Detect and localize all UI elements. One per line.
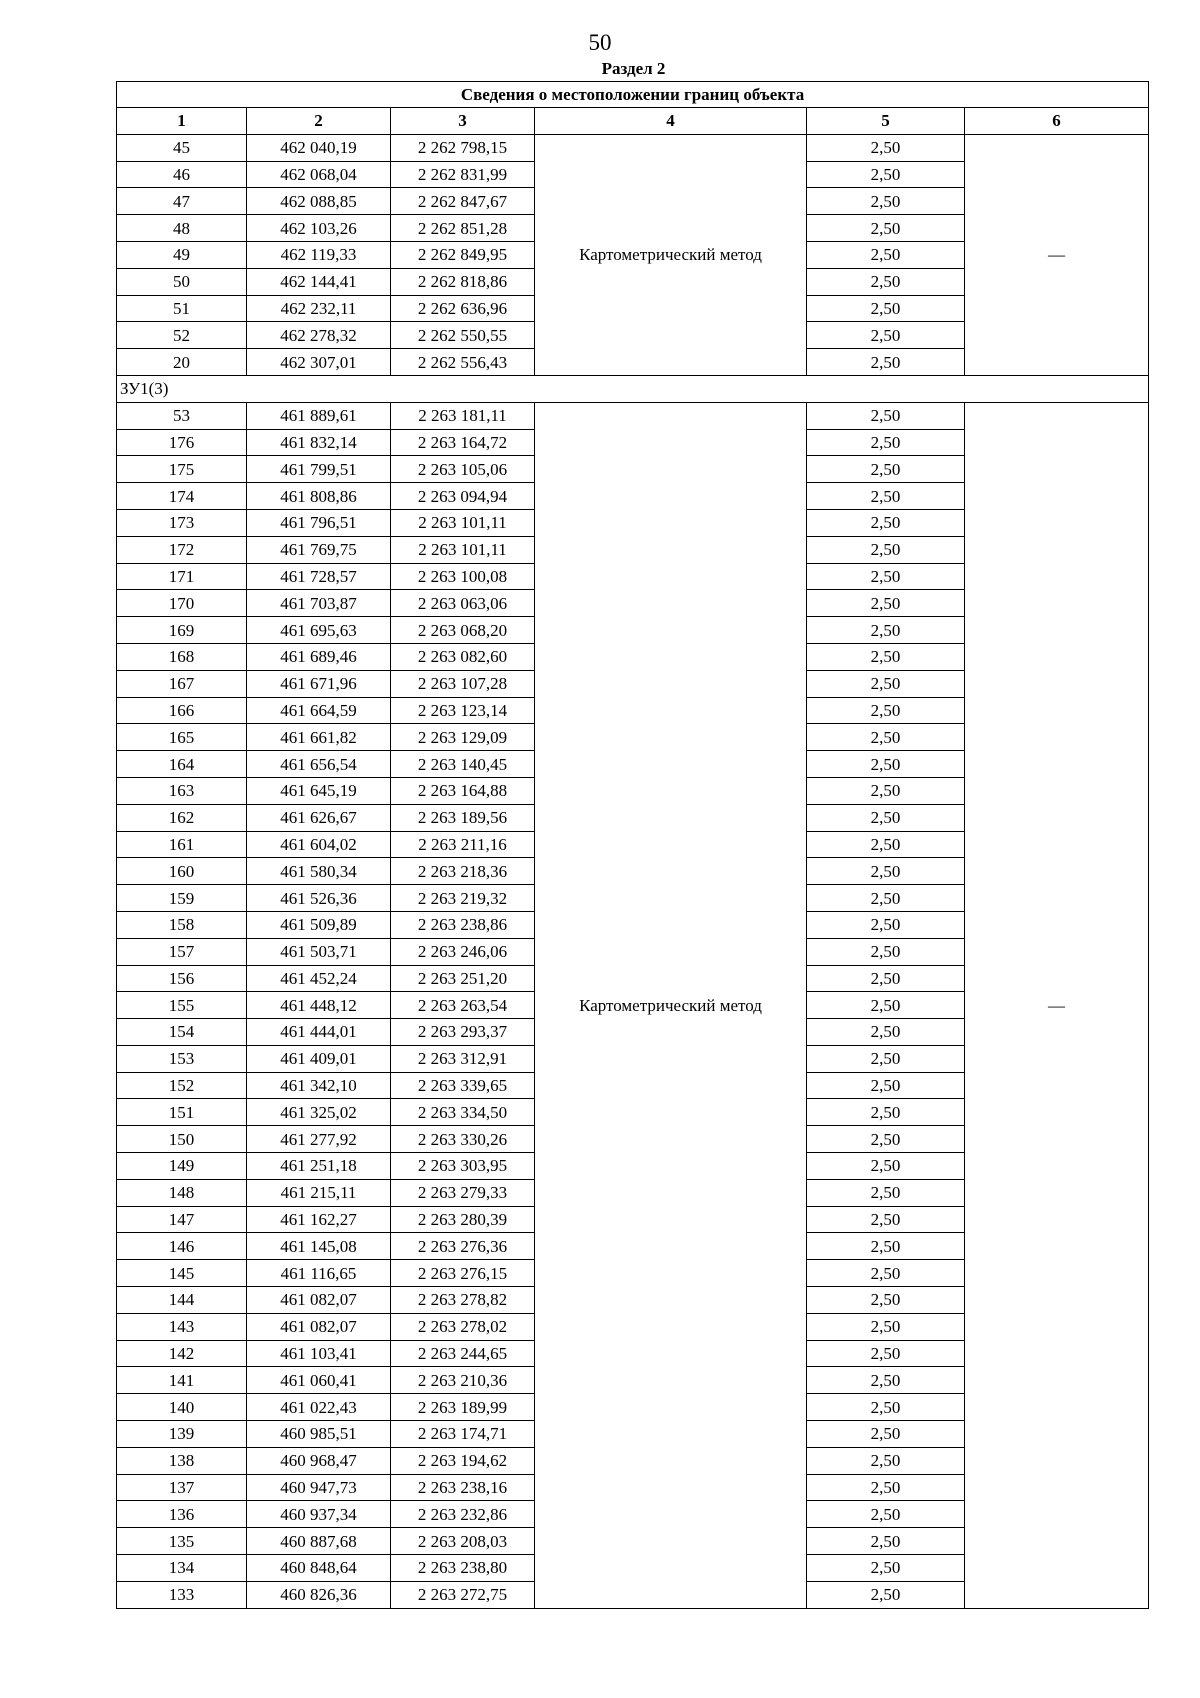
method-cell: Картометрический метод [535,134,807,375]
point-number-cell: 167 [117,670,247,697]
x-coordinate-cell: 461 604,02 [247,831,391,858]
y-coordinate-cell: 2 263 181,11 [391,402,535,429]
x-coordinate-cell: 462 119,33 [247,241,391,268]
column-header: 4 [535,108,807,135]
point-number-cell: 163 [117,777,247,804]
x-coordinate-cell: 461 526,36 [247,885,391,912]
y-coordinate-cell: 2 263 063,06 [391,590,535,617]
point-number-cell: 152 [117,1072,247,1099]
col6-cell: — [965,134,1149,375]
accuracy-cell: 2,50 [807,1501,965,1528]
y-coordinate-cell: 2 262 851,28 [391,215,535,242]
accuracy-cell: 2,50 [807,1340,965,1367]
x-coordinate-cell: 461 796,51 [247,509,391,536]
y-coordinate-cell: 2 263 280,39 [391,1206,535,1233]
column-header: 1 [117,108,247,135]
column-header: 2 [247,108,391,135]
point-number-cell: 161 [117,831,247,858]
x-coordinate-cell: 462 103,26 [247,215,391,242]
accuracy-cell: 2,50 [807,804,965,831]
y-coordinate-cell: 2 263 174,71 [391,1421,535,1448]
point-number-cell: 48 [117,215,247,242]
point-number-cell: 176 [117,429,247,456]
column-header: 6 [965,108,1149,135]
x-coordinate-cell: 462 144,41 [247,268,391,295]
x-coordinate-cell: 461 728,57 [247,563,391,590]
accuracy-cell: 2,50 [807,134,965,161]
x-coordinate-cell: 461 626,67 [247,804,391,831]
accuracy-cell: 2,50 [807,322,965,349]
x-coordinate-cell: 462 307,01 [247,349,391,376]
x-coordinate-cell: 460 848,64 [247,1555,391,1582]
point-number-cell: 160 [117,858,247,885]
y-coordinate-cell: 2 262 847,67 [391,188,535,215]
y-coordinate-cell: 2 263 210,36 [391,1367,535,1394]
point-number-cell: 170 [117,590,247,617]
point-number-cell: 172 [117,536,247,563]
accuracy-cell: 2,50 [807,1528,965,1555]
y-coordinate-cell: 2 263 272,75 [391,1581,535,1608]
y-coordinate-cell: 2 262 818,86 [391,268,535,295]
x-coordinate-cell: 462 088,85 [247,188,391,215]
point-number-cell: 162 [117,804,247,831]
y-coordinate-cell: 2 263 100,08 [391,563,535,590]
accuracy-cell: 2,50 [807,1099,965,1126]
column-header-row [117,108,1149,135]
accuracy-cell: 2,50 [807,1179,965,1206]
table-caption: Сведения о местоположении границ объекта [117,82,1149,108]
x-coordinate-cell: 461 342,10 [247,1072,391,1099]
accuracy-cell: 2,50 [807,349,965,376]
accuracy-cell: 2,50 [807,777,965,804]
page-number: 50 [588,30,612,55]
zone-label-row [117,375,1149,402]
y-coordinate-cell: 2 263 101,11 [391,509,535,536]
y-coordinate-cell: 2 263 189,99 [391,1394,535,1421]
x-coordinate-cell: 461 645,19 [247,777,391,804]
y-coordinate-cell: 2 263 211,16 [391,831,535,858]
y-coordinate-cell: 2 263 218,36 [391,858,535,885]
y-coordinate-cell: 2 262 636,96 [391,295,535,322]
x-coordinate-cell: 461 503,71 [247,938,391,965]
accuracy-cell: 2,50 [807,1045,965,1072]
point-number-cell: 141 [117,1367,247,1394]
x-coordinate-cell: 460 937,34 [247,1501,391,1528]
accuracy-cell: 2,50 [807,1313,965,1340]
x-coordinate-cell: 461 452,24 [247,965,391,992]
x-coordinate-cell: 462 040,19 [247,134,391,161]
point-number-cell: 166 [117,697,247,724]
accuracy-cell: 2,50 [807,1367,965,1394]
accuracy-cell: 2,50 [807,1581,965,1608]
accuracy-cell: 2,50 [807,911,965,938]
x-coordinate-cell: 460 887,68 [247,1528,391,1555]
y-coordinate-cell: 2 263 194,62 [391,1447,535,1474]
x-coordinate-cell: 461 325,02 [247,1099,391,1126]
column-header: 5 [807,108,965,135]
point-number-cell: 45 [117,134,247,161]
x-coordinate-cell: 461 145,08 [247,1233,391,1260]
y-coordinate-cell: 2 263 094,94 [391,483,535,510]
y-coordinate-cell: 2 262 556,43 [391,349,535,376]
accuracy-cell: 2,50 [807,1206,965,1233]
accuracy-cell: 2,50 [807,1233,965,1260]
y-coordinate-cell: 2 263 164,88 [391,777,535,804]
x-coordinate-cell: 461 022,43 [247,1394,391,1421]
x-coordinate-cell: 461 082,07 [247,1287,391,1314]
x-coordinate-cell: 461 656,54 [247,751,391,778]
x-coordinate-cell: 461 703,87 [247,590,391,617]
accuracy-cell: 2,50 [807,509,965,536]
y-coordinate-cell: 2 263 278,02 [391,1313,535,1340]
col6-cell: — [965,402,1149,1608]
point-number-cell: 137 [117,1474,247,1501]
point-number-cell: 150 [117,1126,247,1153]
point-number-cell: 154 [117,1019,247,1046]
table-row [117,134,1149,161]
accuracy-cell: 2,50 [807,965,965,992]
x-coordinate-cell: 461 799,51 [247,456,391,483]
accuracy-cell: 2,50 [807,456,965,483]
accuracy-cell: 2,50 [807,885,965,912]
accuracy-cell: 2,50 [807,1019,965,1046]
y-coordinate-cell: 2 263 068,20 [391,617,535,644]
point-number-cell: 153 [117,1045,247,1072]
y-coordinate-cell: 2 263 238,80 [391,1555,535,1582]
table-body [117,134,1149,1608]
accuracy-cell: 2,50 [807,536,965,563]
y-coordinate-cell: 2 262 798,15 [391,134,535,161]
point-number-cell: 168 [117,643,247,670]
point-number-cell: 143 [117,1313,247,1340]
accuracy-cell: 2,50 [807,1555,965,1582]
x-coordinate-cell: 461 689,46 [247,643,391,670]
point-number-cell: 135 [117,1528,247,1555]
point-number-cell: 50 [117,268,247,295]
accuracy-cell: 2,50 [807,751,965,778]
point-number-cell: 47 [117,188,247,215]
point-number-cell: 155 [117,992,247,1019]
accuracy-cell: 2,50 [807,617,965,644]
y-coordinate-cell: 2 263 208,03 [391,1528,535,1555]
y-coordinate-cell: 2 263 339,65 [391,1072,535,1099]
y-coordinate-cell: 2 263 123,14 [391,697,535,724]
x-coordinate-cell: 461 277,92 [247,1126,391,1153]
y-coordinate-cell: 2 263 238,86 [391,911,535,938]
x-coordinate-cell: 461 671,96 [247,670,391,697]
y-coordinate-cell: 2 263 232,86 [391,1501,535,1528]
point-number-cell: 151 [117,1099,247,1126]
accuracy-cell: 2,50 [807,590,965,617]
x-coordinate-cell: 461 103,41 [247,1340,391,1367]
accuracy-cell: 2,50 [807,1260,965,1287]
point-number-cell: 164 [117,751,247,778]
point-number-cell: 157 [117,938,247,965]
point-number-cell: 52 [117,322,247,349]
point-number-cell: 53 [117,402,247,429]
point-number-cell: 174 [117,483,247,510]
point-number-cell: 169 [117,617,247,644]
zone-label: ЗУ1(3) [117,375,1149,402]
table-row [117,402,1149,429]
accuracy-cell: 2,50 [807,241,965,268]
accuracy-cell: 2,50 [807,643,965,670]
accuracy-cell: 2,50 [807,1126,965,1153]
column-header: 3 [391,108,535,135]
point-number-cell: 158 [117,911,247,938]
y-coordinate-cell: 2 263 244,65 [391,1340,535,1367]
y-coordinate-cell: 2 263 293,37 [391,1019,535,1046]
point-number-cell: 145 [117,1260,247,1287]
accuracy-cell: 2,50 [807,1394,965,1421]
x-coordinate-cell: 461 215,11 [247,1179,391,1206]
x-coordinate-cell: 460 968,47 [247,1447,391,1474]
section-title: Раздел 2 [601,59,666,78]
y-coordinate-cell: 2 263 129,09 [391,724,535,751]
y-coordinate-cell: 2 262 831,99 [391,161,535,188]
point-number-cell: 175 [117,456,247,483]
point-number-cell: 51 [117,295,247,322]
x-coordinate-cell: 461 444,01 [247,1019,391,1046]
point-number-cell: 49 [117,241,247,268]
y-coordinate-cell: 2 263 189,56 [391,804,535,831]
x-coordinate-cell: 461 082,07 [247,1313,391,1340]
x-coordinate-cell: 461 580,34 [247,858,391,885]
point-number-cell: 134 [117,1555,247,1582]
y-coordinate-cell: 2 263 334,50 [391,1099,535,1126]
accuracy-cell: 2,50 [807,697,965,724]
y-coordinate-cell: 2 263 105,06 [391,456,535,483]
accuracy-cell: 2,50 [807,402,965,429]
x-coordinate-cell: 461 832,14 [247,429,391,456]
y-coordinate-cell: 2 263 276,36 [391,1233,535,1260]
point-number-cell: 165 [117,724,247,751]
y-coordinate-cell: 2 262 550,55 [391,322,535,349]
y-coordinate-cell: 2 263 164,72 [391,429,535,456]
y-coordinate-cell: 2 263 276,15 [391,1260,535,1287]
y-coordinate-cell: 2 263 263,54 [391,992,535,1019]
y-coordinate-cell: 2 263 330,26 [391,1126,535,1153]
point-number-cell: 144 [117,1287,247,1314]
x-coordinate-cell: 460 985,51 [247,1421,391,1448]
x-coordinate-cell: 461 808,86 [247,483,391,510]
point-number-cell: 139 [117,1421,247,1448]
x-coordinate-cell: 461 661,82 [247,724,391,751]
x-coordinate-cell: 461 060,41 [247,1367,391,1394]
x-coordinate-cell: 462 232,11 [247,295,391,322]
y-coordinate-cell: 2 263 219,32 [391,885,535,912]
x-coordinate-cell: 461 162,27 [247,1206,391,1233]
point-number-cell: 148 [117,1179,247,1206]
point-number-cell: 142 [117,1340,247,1367]
point-number-cell: 46 [117,161,247,188]
accuracy-cell: 2,50 [807,724,965,751]
accuracy-cell: 2,50 [807,1072,965,1099]
accuracy-cell: 2,50 [807,295,965,322]
point-number-cell: 136 [117,1501,247,1528]
y-coordinate-cell: 2 263 107,28 [391,670,535,697]
point-number-cell: 171 [117,563,247,590]
y-coordinate-cell: 2 263 246,06 [391,938,535,965]
x-coordinate-cell: 461 509,89 [247,911,391,938]
point-number-cell: 149 [117,1153,247,1180]
x-coordinate-cell: 461 251,18 [247,1153,391,1180]
y-coordinate-cell: 2 263 279,33 [391,1179,535,1206]
x-coordinate-cell: 462 278,32 [247,322,391,349]
point-number-cell: 133 [117,1581,247,1608]
x-coordinate-cell: 461 889,61 [247,402,391,429]
boundary-table [116,81,1149,1609]
y-coordinate-cell: 2 263 278,82 [391,1287,535,1314]
accuracy-cell: 2,50 [807,483,965,510]
accuracy-cell: 2,50 [807,268,965,295]
y-coordinate-cell: 2 263 082,60 [391,643,535,670]
accuracy-cell: 2,50 [807,1287,965,1314]
accuracy-cell: 2,50 [807,161,965,188]
accuracy-cell: 2,50 [807,670,965,697]
point-number-cell: 20 [117,349,247,376]
accuracy-cell: 2,50 [807,1474,965,1501]
x-coordinate-cell: 461 448,12 [247,992,391,1019]
y-coordinate-cell: 2 263 140,45 [391,751,535,778]
x-coordinate-cell: 462 068,04 [247,161,391,188]
accuracy-cell: 2,50 [807,1447,965,1474]
accuracy-cell: 2,50 [807,1153,965,1180]
point-number-cell: 138 [117,1447,247,1474]
point-number-cell: 146 [117,1233,247,1260]
y-coordinate-cell: 2 263 303,95 [391,1153,535,1180]
accuracy-cell: 2,50 [807,563,965,590]
x-coordinate-cell: 461 769,75 [247,536,391,563]
accuracy-cell: 2,50 [807,992,965,1019]
accuracy-cell: 2,50 [807,429,965,456]
point-number-cell: 156 [117,965,247,992]
accuracy-cell: 2,50 [807,188,965,215]
point-number-cell: 159 [117,885,247,912]
y-coordinate-cell: 2 263 238,16 [391,1474,535,1501]
x-coordinate-cell: 461 695,63 [247,617,391,644]
y-coordinate-cell: 2 263 312,91 [391,1045,535,1072]
x-coordinate-cell: 460 826,36 [247,1581,391,1608]
y-coordinate-cell: 2 263 251,20 [391,965,535,992]
x-coordinate-cell: 461 409,01 [247,1045,391,1072]
accuracy-cell: 2,50 [807,831,965,858]
accuracy-cell: 2,50 [807,938,965,965]
x-coordinate-cell: 461 116,65 [247,1260,391,1287]
point-number-cell: 147 [117,1206,247,1233]
point-number-cell: 140 [117,1394,247,1421]
accuracy-cell: 2,50 [807,215,965,242]
accuracy-cell: 2,50 [807,1421,965,1448]
accuracy-cell: 2,50 [807,858,965,885]
point-number-cell: 173 [117,509,247,536]
x-coordinate-cell: 460 947,73 [247,1474,391,1501]
y-coordinate-cell: 2 262 849,95 [391,241,535,268]
y-coordinate-cell: 2 263 101,11 [391,536,535,563]
x-coordinate-cell: 461 664,59 [247,697,391,724]
method-cell: Картометрический метод [535,402,807,1608]
